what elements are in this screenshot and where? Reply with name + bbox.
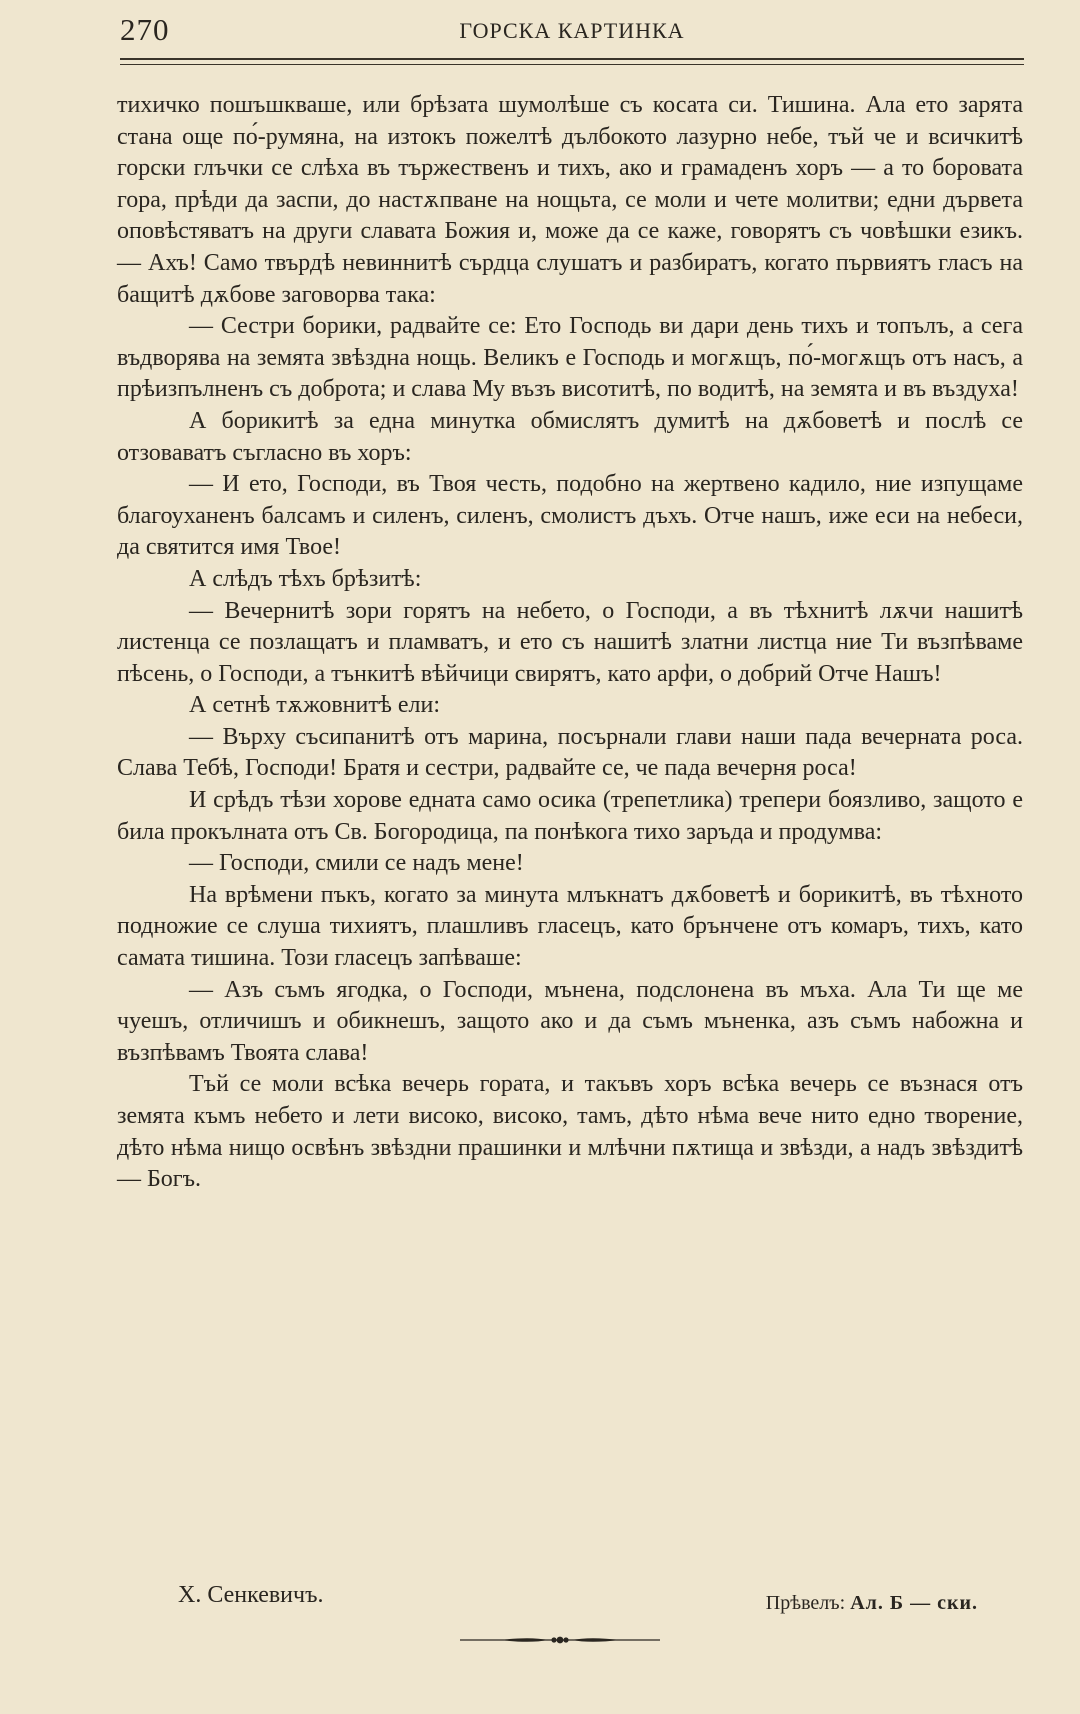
translator-label: Прѣвелъ: (765, 1592, 846, 1614)
author-name: Х. Сенкевичъ. (178, 1582, 324, 1608)
page-header (120, 10, 1024, 54)
paragraph: А борикитѣ за една минутка обмислятъ думитѣ на дѫбоветѣ и послѣ се отзоваватъ съгласно въ хоръ: (117, 407, 1023, 466)
header-rule-thin (120, 64, 1024, 65)
paragraph: — Сестри борики, радвайте се: Ето Господь ви дари день тихъ и топълъ, а сега въдворява на земята звѣздна нощь. Великъ е Господь и могѫщъ, по́-могѫщъ отъ насъ, а прѣизпълненъ съ доброта; и слава Му възъ висотитѣ, по водитѣ, на земята и въ въздуха! (117, 313, 1023, 403)
paragraph: — Върху съсипанитѣ отъ марина, посърнали глави наши пада вечерната роса. Слава Тебѣ, Господи! Братя и сестри, радвайте се, че пада вечерня роса! (117, 723, 1023, 782)
header-rule-thick (120, 58, 1024, 60)
translator-name: Ал. Б — ски. (850, 1592, 978, 1614)
article-body (117, 90, 1023, 1196)
paragraph: — Азъ съмъ ягодка, о Господи, мънена, подслонена въ мъха. Ала Ти ще ме чуешъ, отличишъ и обикнешъ, защото ако и да съмъ мъненка, азъ съмъ набожна и възпѣвамъ Твоята слава! (117, 976, 1023, 1066)
paragraph: И срѣдъ тѣзи хорове едната само осика (трепетлика) трепери боязливо, защото е била прокълната отъ Св. Богородица, па понѣкога тихо заръда и продумва: (117, 787, 1023, 845)
translator-credit (766, 1592, 978, 1615)
paragraph: А сетнѣ тѫжовнитѣ ели: (189, 692, 441, 719)
running-title: ГОРСКА КАРТИНКА (459, 18, 685, 43)
paragraph: На врѣмени пъкъ, когато за минута млъкнатъ дѫбоветѣ и борикитѣ, въ тѣхното подножие се слуша тихиятъ, плашливъ гласецъ, като брънчене отъ комаръ, тихъ, като самата тишина. Този гласецъ запѣваше: (117, 881, 1023, 972)
paragraph: А слѣдъ тѣхъ брѣзитѣ: (189, 565, 422, 592)
page-number: 270 (120, 12, 170, 47)
signature-block (0, 1570, 1080, 1630)
paragraph: — Господи, смили се надъ мене! (189, 850, 524, 877)
paragraph: Тъй се моли всѣка вечерь гората, и такъвъ хоръ всѣка вечерь се възнася отъ земята къмъ небето и лети високо, високо, тамъ, дѣто нѣма вече нито едно творение, дѣто нѣма нищо освѣнъ звѣздни прашинки и млѣчни пѫтища и звѣзди, а надъ звѣздитѣ — Богъ. (117, 1071, 1023, 1193)
end-ornament-icon (460, 1633, 660, 1647)
paragraph-continued: тихичко пошъшкваше, или брѣзата шумолѣше съ косата си. Тишина. Ала ето зарята стана още по́-румяна, на изтокъ пожелтѣ дълбокото лазурно небе, тъй че и всичкитѣ горски глъчки се слѣха въ тържественъ и тихъ, ако и грамаденъ хоръ — а то боровата гора, прѣди да заспи, до настѫпване на нощьта, се моли и чете молитви; едни дървета оповѣстяватъ на други славата Божия и, може да се каже, говорятъ съ човѣшки езикъ. — Ахъ! Само твърдѣ невиннитѣ сърдца слушатъ и разбиратъ, когато първиятъ гласъ на бащитѣ дѫбове заговорва така: (117, 92, 1023, 308)
paragraph: — И ето, Господи, въ Твоя честь, подобно на жертвено кадило, ние изпущаме благоуханенъ балсамъ и силенъ, силенъ, смолистъ дъхъ. Отче нашъ, иже еси на небеси, да святится имя Твое! (117, 471, 1023, 561)
paragraph: — Вечернитѣ зори горятъ на небето, о Господи, а въ тѣхнитѣ лѫчи нашитѣ листенца се позлащатъ и пламватъ, и ето съ нашитѣ златни листца ние Ти възпѣваме пѣсень, о Господи, а тънкитѣ вѣйчици свирятъ, като арфи, о добрий Отче Нашъ! (117, 597, 1023, 687)
